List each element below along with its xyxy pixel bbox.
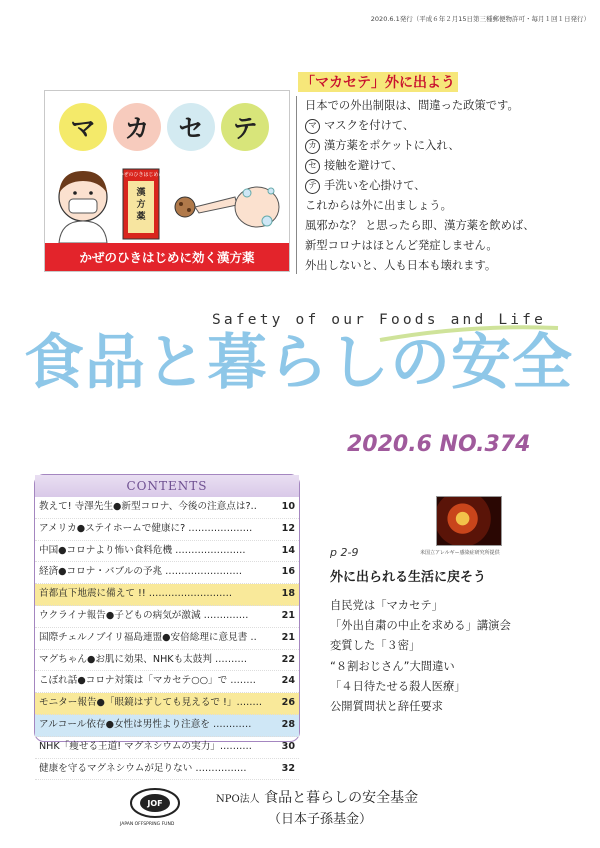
contents-item-page: 21 — [281, 631, 295, 643]
promo-line-text: マスクを付けて、 — [324, 119, 415, 132]
promo-text — [296, 96, 591, 274]
issue-number: 2020.6 NO.374 — [347, 432, 531, 457]
promo-illustration — [44, 90, 290, 272]
promo-line-text: 日本での外出制限は、間違った政策です。 — [305, 99, 519, 112]
contents-item-page: 24 — [281, 675, 295, 687]
contents-item-title: アメリカ●ステイホームで健康に? ‥‥‥‥‥‥‥‥‥‥ — [39, 522, 253, 534]
masked-person-icon — [59, 171, 107, 243]
promo-line-text: これからは外に出ましょう。 — [305, 199, 452, 212]
contents-item-page: 12 — [281, 522, 295, 534]
contents-item-page: 14 — [281, 544, 295, 556]
promo-line — [305, 116, 591, 136]
promo-line — [305, 256, 591, 276]
contents-item-title: ウクライナ報告●子どもの病気が激減 ‥‥‥‥‥‥‥ — [39, 609, 249, 621]
promo-line — [305, 136, 591, 156]
contents-list — [35, 497, 299, 780]
feature-line: 「４日待たせる殺人医療」 — [330, 679, 466, 693]
contents-item-title: NHK「痩せる王道! マグネシウムの実力」‥‥‥‥‥ — [39, 740, 252, 752]
org-title: 食品と暮らしの安全基金 — [264, 790, 419, 806]
kampo-box-label-2: 方 — [136, 200, 146, 210]
promo-line-text: 新型コロナはほとんど発症しません。 — [305, 239, 498, 252]
org-alt-name: （日本子孫基金） — [268, 812, 373, 827]
contents-item-page: 30 — [281, 740, 295, 752]
contents-item[interactable] — [35, 519, 299, 541]
contents-item-title: 教えて! 寺澤先生●新型コロナ、今後の注意点は?‥ — [39, 501, 257, 512]
feature-line: 自民党は「マカセテ」 — [330, 599, 443, 612]
contents-box — [34, 474, 300, 774]
promo-line — [305, 96, 591, 116]
promo-drawings — [49, 163, 285, 243]
promo-line — [305, 156, 591, 176]
logo-text: JOF — [147, 799, 163, 808]
contents-item-title: マグちゃん●お肌に効果、NHKも太鼓判 ‥‥‥‥‥ — [39, 653, 248, 665]
contents-item[interactable] — [35, 737, 299, 759]
kampo-box-sub: かぜのひきはじめに — [118, 172, 164, 178]
promo-line-text: 外出しないと、人も日本も壊れます。 — [305, 259, 497, 272]
publication-info: 2020.6.1発行（平成６年２月15日第三種郵便物許可・毎月１回１日発行） — [370, 15, 590, 23]
feature-line: “８割おじさん”大間違い — [330, 659, 455, 673]
kana-marker: テ — [305, 179, 320, 194]
contents-item[interactable] — [35, 693, 299, 715]
contents-item-page: 26 — [280, 693, 295, 714]
promo-line-text: 風邪かな？ と思ったら即、漢方薬を飲めば、 — [305, 219, 535, 232]
contents-item-title: 首都直下地震に備えて !! ‥‥‥‥‥‥‥‥‥‥‥‥‥ — [39, 588, 232, 600]
contents-item[interactable] — [35, 584, 299, 606]
contents-item-title: こぼれ話●コロナ対策は「マカセテ○○」で ‥‥‥‥ — [39, 675, 256, 687]
contents-item[interactable] — [35, 562, 299, 584]
contents-item-title: アルコール依存●女性は男性より注意を ‥‥‥‥‥‥ — [39, 718, 252, 730]
promo-line-text: 接触を避けて、 — [324, 159, 403, 172]
masthead-subtitle: Safety of our Foods and Life — [212, 312, 547, 328]
kana-marker: カ — [305, 139, 320, 154]
contents-item-title: 中国●コロナより怖い食料危機 ‥‥‥‥‥‥‥‥‥‥‥ — [39, 544, 246, 556]
feature-line: 「外出自粛の中止を求める」講演会 — [330, 619, 511, 633]
contents-item-page: 16 — [281, 566, 295, 578]
kampo-box-label-1: 漢 — [136, 188, 146, 198]
kana-marker: マ — [305, 119, 320, 134]
contents-item-title: 健康を守るマグネシウムが足りない ‥‥‥‥‥‥‥‥ — [39, 762, 247, 774]
contents-item[interactable] — [35, 650, 299, 672]
contents-item-page: 28 — [280, 715, 295, 736]
contents-item-page: 21 — [281, 609, 295, 621]
contents-item[interactable] — [35, 628, 299, 650]
contents-item-title: 国際チェルノブイリ福島連盟●安倍総理に意見書 ‥ — [39, 631, 257, 643]
feature-line: 公開質問状と辞任要求 — [330, 700, 443, 714]
promo-line — [305, 236, 591, 256]
kampo-box-label-3: 薬 — [136, 212, 146, 222]
kana-marker: セ — [305, 159, 320, 174]
contents-item-page: 22 — [281, 653, 295, 665]
contents-item-page: 18 — [280, 584, 295, 605]
promo-band: かぜのひきはじめに効く漢方薬 — [45, 243, 289, 271]
org-prefix: NPO法人 — [216, 794, 260, 805]
washing-hands-icon — [235, 187, 279, 227]
promo-line — [305, 176, 591, 196]
feature-line: 変質した「３密」 — [330, 639, 421, 653]
feature-headline: 外に出られる生活に戻そう — [330, 570, 487, 585]
promo-line — [305, 216, 591, 236]
contents-item-title: 経済●コロナ・バブルの予兆 ‥‥‥‥‥‥‥‥‥‥‥‥ — [39, 566, 243, 578]
promo-line-text: 手洗いを心掛けて、 — [324, 179, 426, 192]
kana-circle-ka: カ — [113, 103, 161, 151]
virus-hand-icon — [175, 197, 237, 217]
feature-page-ref: p 2-9 — [330, 546, 359, 559]
kana-circle-ma: マ — [59, 103, 107, 151]
contents-heading: CONTENTS — [35, 475, 299, 497]
org-name — [216, 787, 418, 807]
contents-item[interactable] — [35, 606, 299, 628]
kana-circle-te: テ — [221, 103, 269, 151]
contents-item[interactable] — [35, 497, 299, 519]
kampo-box-icon — [118, 169, 163, 239]
masthead-title: 食品と暮らしの安全 — [24, 328, 573, 398]
jof-logo-icon — [130, 785, 180, 821]
promo-line — [305, 196, 591, 216]
contents-item[interactable] — [35, 541, 299, 563]
kana-circle-se: セ — [167, 103, 215, 151]
contents-item-page: 32 — [281, 762, 295, 774]
contents-item-title: モニター報告●「眼鏡はずしても見えるで !」‥‥‥‥ — [39, 697, 263, 709]
contents-item[interactable] — [35, 715, 299, 737]
photo-caption: 米国立アレルギー感染症研究所提供 — [420, 550, 500, 556]
logo-subtext: JAPAN OFFSPRING FUND — [120, 822, 175, 827]
contents-item[interactable] — [35, 759, 299, 781]
promo-line-text: 漢方薬をポケットに入れ、 — [324, 139, 460, 152]
promo-title: 「マカセテ」外に出よう — [298, 72, 458, 92]
contents-item[interactable] — [35, 671, 299, 693]
feature-list — [330, 596, 511, 717]
virus-photo — [436, 496, 502, 546]
contents-item-page: 10 — [281, 501, 295, 512]
